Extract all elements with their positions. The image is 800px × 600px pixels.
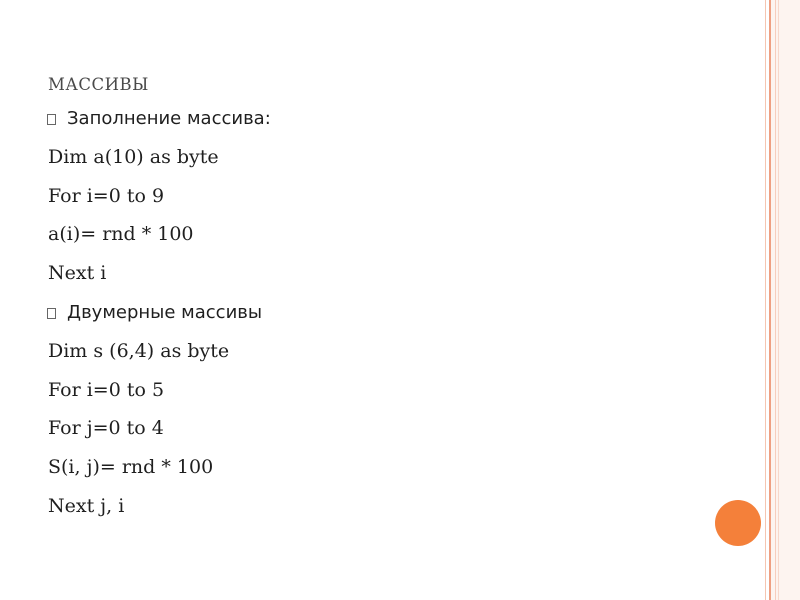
code-text: a(i)= rnd * 100 bbox=[48, 223, 194, 246]
code-line bbox=[48, 218, 748, 257]
code-text: For i=0 to 5 bbox=[48, 378, 165, 401]
code-line bbox=[48, 180, 748, 219]
orange-circle-icon bbox=[715, 500, 761, 546]
code-line bbox=[48, 490, 748, 529]
square-bullet-icon bbox=[47, 114, 56, 125]
code-text: Dim a(10) as byte bbox=[48, 145, 219, 168]
right-border-line bbox=[769, 0, 771, 600]
code-text: Next j, i bbox=[48, 494, 125, 517]
code-text: S(i, j)= rnd * 100 bbox=[48, 456, 214, 479]
bullet-item bbox=[48, 102, 748, 141]
bullet-text: Двумерные массивы bbox=[67, 301, 263, 323]
code-text: For j=0 to 4 bbox=[48, 417, 164, 440]
bullet-text: Заполнение массива: bbox=[67, 108, 271, 129]
code-text: Dim s (6,4) as byte bbox=[48, 339, 230, 362]
code-text: Next i bbox=[48, 262, 107, 285]
code-line bbox=[48, 335, 748, 374]
slide-content bbox=[48, 102, 748, 529]
right-border-line bbox=[765, 0, 766, 600]
code-line bbox=[48, 412, 748, 451]
code-line bbox=[48, 451, 748, 490]
bullet-item bbox=[48, 296, 748, 335]
square-bullet-icon bbox=[47, 308, 56, 319]
code-line bbox=[48, 374, 748, 413]
slide-title: МАССИВЫ bbox=[48, 75, 149, 94]
code-text: For i=0 to 9 bbox=[48, 184, 165, 207]
code-line bbox=[48, 257, 748, 296]
code-line bbox=[48, 141, 748, 180]
right-border-line bbox=[775, 0, 776, 600]
right-border-line bbox=[778, 0, 779, 600]
